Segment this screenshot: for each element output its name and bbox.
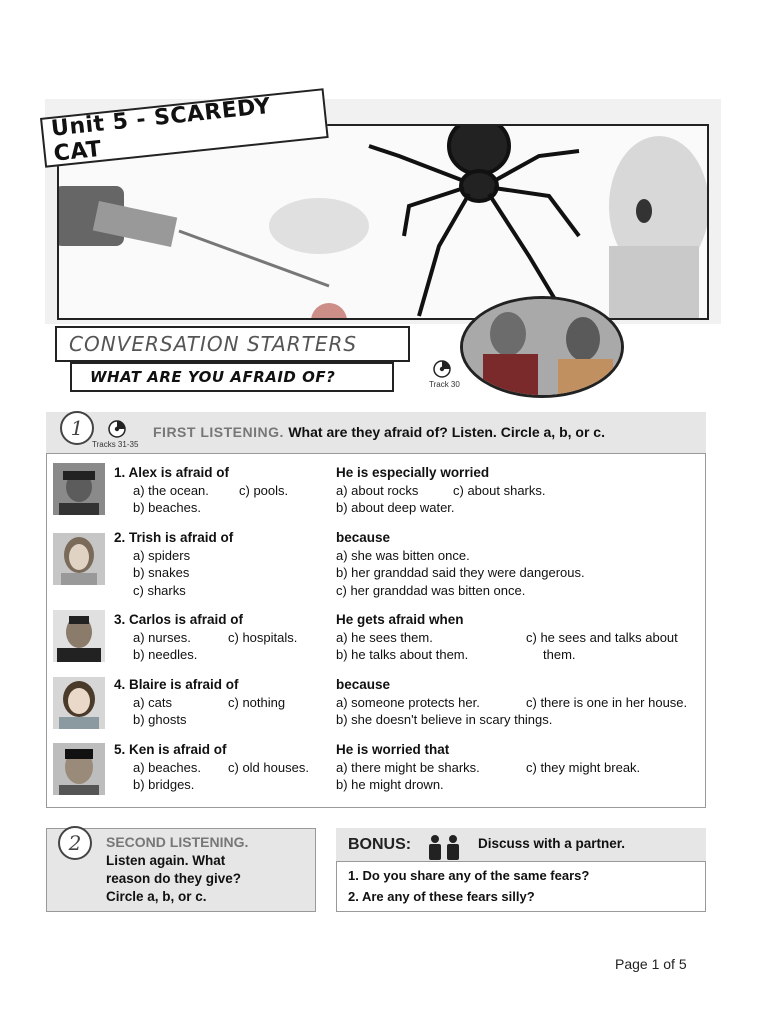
instruction-line: Circle a, b, or c. bbox=[106, 889, 207, 904]
portrait-alex bbox=[53, 463, 105, 515]
bonus-question-2: 2. Are any of these fears silly? bbox=[348, 889, 535, 904]
option[interactable]: c) there is one in her house. bbox=[526, 694, 688, 710]
option[interactable]: a) about rocks bbox=[336, 482, 419, 498]
question-title: 3. Carlos is afraid of bbox=[114, 612, 244, 627]
option[interactable]: c) nothing bbox=[228, 694, 286, 710]
question-5 bbox=[114, 741, 309, 794]
option[interactable]: a) someone protects her. bbox=[336, 694, 480, 710]
option[interactable]: b) needles. bbox=[133, 647, 198, 662]
question-5-followup bbox=[336, 741, 701, 794]
followup-title: He is especially worried bbox=[336, 465, 490, 480]
bonus-instruction: Discuss with a partner. bbox=[478, 836, 626, 851]
answer-row bbox=[336, 629, 701, 647]
option[interactable]: c) old houses. bbox=[228, 759, 309, 775]
bonus-label: BONUS: bbox=[348, 836, 412, 853]
cd-icon[interactable] bbox=[108, 420, 126, 438]
tracks-label: Tracks 31-35 bbox=[92, 440, 139, 449]
first-listening-title-row bbox=[153, 424, 605, 442]
question-4 bbox=[114, 676, 285, 729]
option[interactable]: c) her granddad was bitten once. bbox=[336, 582, 526, 598]
two-people-icon bbox=[425, 834, 463, 860]
second-listening-title: SECOND LISTENING. bbox=[106, 834, 249, 850]
option[interactable]: c) hospitals. bbox=[228, 629, 298, 645]
option[interactable]: c) pools. bbox=[239, 482, 289, 498]
instruction-line: Listen again. What bbox=[106, 853, 226, 868]
spider-image bbox=[369, 126, 579, 316]
option[interactable]: b) her granddad said they were dangerous. bbox=[336, 565, 585, 580]
option[interactable]: b) he might drown. bbox=[336, 777, 444, 792]
option[interactable]: a) she was bitten once. bbox=[336, 547, 470, 563]
option[interactable]: c) they might break. bbox=[526, 759, 641, 775]
bonus-question-1: 1. Do you share any of the same fears? bbox=[348, 868, 590, 883]
section-number-1: 1 bbox=[60, 411, 94, 445]
question-title: 5. Ken is afraid of bbox=[114, 742, 227, 757]
portrait-carlos bbox=[53, 610, 105, 662]
question-1 bbox=[114, 464, 288, 517]
option[interactable]: c) about sharks. bbox=[453, 482, 546, 498]
followup-title: because bbox=[336, 530, 391, 545]
portrait-blaire bbox=[53, 677, 105, 729]
question-2-followup bbox=[336, 529, 585, 599]
option[interactable]: c) sharks bbox=[133, 582, 186, 598]
followup-title: because bbox=[336, 677, 391, 692]
answer-row bbox=[336, 482, 546, 500]
first-listening-instruction: What are they afraid of? Listen. Circle a, b, or c. bbox=[288, 424, 605, 440]
section-number-2: 2 bbox=[58, 826, 92, 860]
answer-row bbox=[114, 629, 297, 647]
option[interactable]: b) she doesn't believe in scary things. bbox=[336, 712, 553, 727]
option[interactable]: a) there might be sharks. bbox=[336, 759, 480, 775]
question-title: 4. Blaire is afraid of bbox=[114, 677, 239, 692]
answer-row bbox=[114, 482, 288, 500]
track-label: Track 30 bbox=[429, 380, 460, 389]
first-listening-title: FIRST LISTENING. bbox=[153, 424, 284, 440]
question-2 bbox=[114, 529, 233, 599]
conversation-starters-heading: CONVERSATION STARTERS bbox=[55, 326, 410, 362]
option[interactable]: a) cats bbox=[133, 694, 173, 710]
question-heading: WHAT ARE YOU AFRAID OF? bbox=[70, 362, 394, 392]
question-1-followup bbox=[336, 464, 546, 517]
couple-photo bbox=[460, 296, 624, 398]
portrait-trish bbox=[53, 533, 105, 585]
hamster-image bbox=[269, 198, 369, 254]
portrait-ken bbox=[53, 743, 105, 795]
scared-woman-image bbox=[609, 136, 707, 318]
option[interactable]: a) he sees them. bbox=[336, 629, 433, 645]
option[interactable]: a) nurses. bbox=[133, 629, 191, 645]
question-4-followup bbox=[336, 676, 701, 729]
option[interactable]: b) snakes bbox=[133, 565, 190, 580]
question-3-followup bbox=[336, 611, 701, 664]
page-number: Page 1 of 5 bbox=[615, 956, 687, 972]
instruction-line: reason do they give? bbox=[106, 871, 242, 886]
question-title: 1. Alex is afraid of bbox=[114, 465, 230, 480]
option[interactable]: b) he talks about them. bbox=[336, 647, 469, 662]
option[interactable]: a) spiders bbox=[133, 547, 191, 563]
option[interactable]: b) beaches. bbox=[133, 500, 201, 515]
answer-row bbox=[336, 759, 701, 777]
answer-row bbox=[336, 694, 701, 712]
answer-row bbox=[336, 646, 701, 664]
option-continued: them. bbox=[543, 647, 576, 662]
answer-row bbox=[114, 694, 285, 712]
option[interactable]: c) he sees and talks about bbox=[526, 629, 678, 645]
question-title: 2. Trish is afraid of bbox=[114, 530, 234, 545]
option[interactable]: b) about deep water. bbox=[336, 500, 455, 515]
followup-title: He is worried that bbox=[336, 742, 450, 757]
cd-icon[interactable] bbox=[433, 360, 451, 378]
unit-title: Unit 5 - SCAREDY CAT bbox=[40, 88, 329, 168]
option[interactable]: b) bridges. bbox=[133, 777, 195, 792]
answer-row bbox=[114, 759, 309, 777]
followup-title: He gets afraid when bbox=[336, 612, 464, 627]
second-listening-instructions bbox=[106, 852, 241, 906]
question-3 bbox=[114, 611, 297, 664]
option[interactable]: a) beaches. bbox=[133, 759, 201, 775]
option[interactable]: b) ghosts bbox=[133, 712, 187, 727]
option[interactable]: a) the ocean. bbox=[133, 482, 209, 498]
